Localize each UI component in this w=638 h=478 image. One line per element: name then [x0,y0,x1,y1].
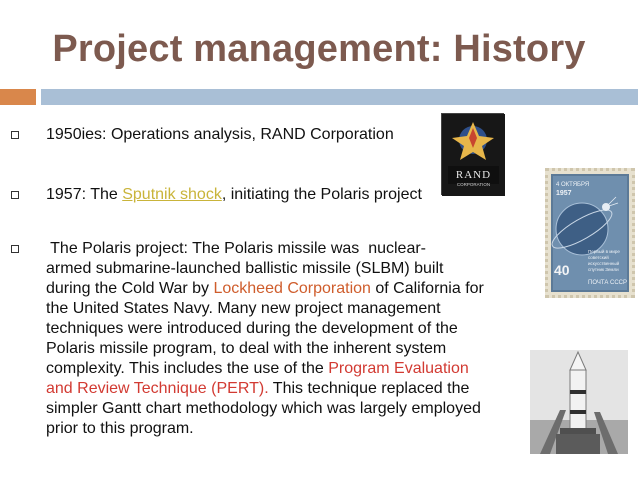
rand-logo-icon [442,114,505,196]
title-underline-orange [0,89,36,105]
bullet-2-suffix: , initiating the Polaris project [221,186,422,203]
bullet-2-text [46,185,466,205]
lockheed-corporation-link[interactable]: Lockheed Corporation [213,280,371,297]
bullet-3-line: The Polaris project: The Polaris missile was nuclear- [46,240,426,257]
bullet-3-line [46,279,536,299]
bullet-marker [11,131,19,139]
bullet-3-text-segment: of California for [370,280,484,297]
bullet-3-text-segment: This technique replaced the [268,380,470,397]
bullet-3-line: simpler Gantt chart methodology which was largely employed [46,400,481,417]
stamp-caption-4: спутник Земли [588,267,619,272]
stamp-caption-2: советский [588,255,609,260]
rand-logo-text: RAND [455,169,492,181]
sputnik-stamp-image [545,168,635,298]
stamp-country-text: ПОЧТА СССР [588,280,627,286]
bullet-3-line: Polaris missile program, to deal with the inherent system [46,340,447,357]
bullet-3-text-segment: during the Cold War by [46,280,214,297]
title-underline-blue [41,89,638,105]
bullet-3-line: prior to this program. [46,420,194,437]
bullet-3-line [46,379,536,399]
stamp-caption-1: Первый в мире [588,249,620,254]
bullet-2-prefix: 1957: The [46,186,123,203]
sputnik-shock-link[interactable]: Sputnik shock [122,186,222,203]
bullet-3-line [46,359,536,379]
bullet-1-text: 1950ies: Operations analysis, RAND Corporation [46,126,394,143]
bullet-3-line: techniques were introduced during the development of the [46,320,458,337]
pert-link-part2[interactable]: and Review Technique (PERT). [46,380,269,397]
slide-title: Project management: History [52,28,586,70]
bullet-3-text-segment: complexity. This includes the use of the [46,360,329,377]
sputnik-stamp-icon [548,171,632,295]
stamp-value-text: 40 [554,262,570,278]
bullet-3-line: armed submarine-launched ballistic missile (SLBM) built [46,260,444,277]
bullet-marker [11,245,19,253]
polaris-missile-icon [530,350,628,454]
bullet-3-text [46,239,536,439]
stamp-date-text: 4 ОКТЯБРЯ [556,182,590,188]
rand-logo-subtext: CORPORATION [456,182,491,187]
polaris-missile-photo [530,350,628,454]
rand-corporation-logo-image [441,113,504,195]
stamp-year-text: 1957 [556,190,572,197]
stamp-caption-3: искусственный [588,261,620,266]
bullet-3-line: the United States Navy. Many new project management [46,300,441,317]
bullet-marker [11,191,19,199]
pert-link-part1[interactable]: Program Evaluation [328,360,469,377]
